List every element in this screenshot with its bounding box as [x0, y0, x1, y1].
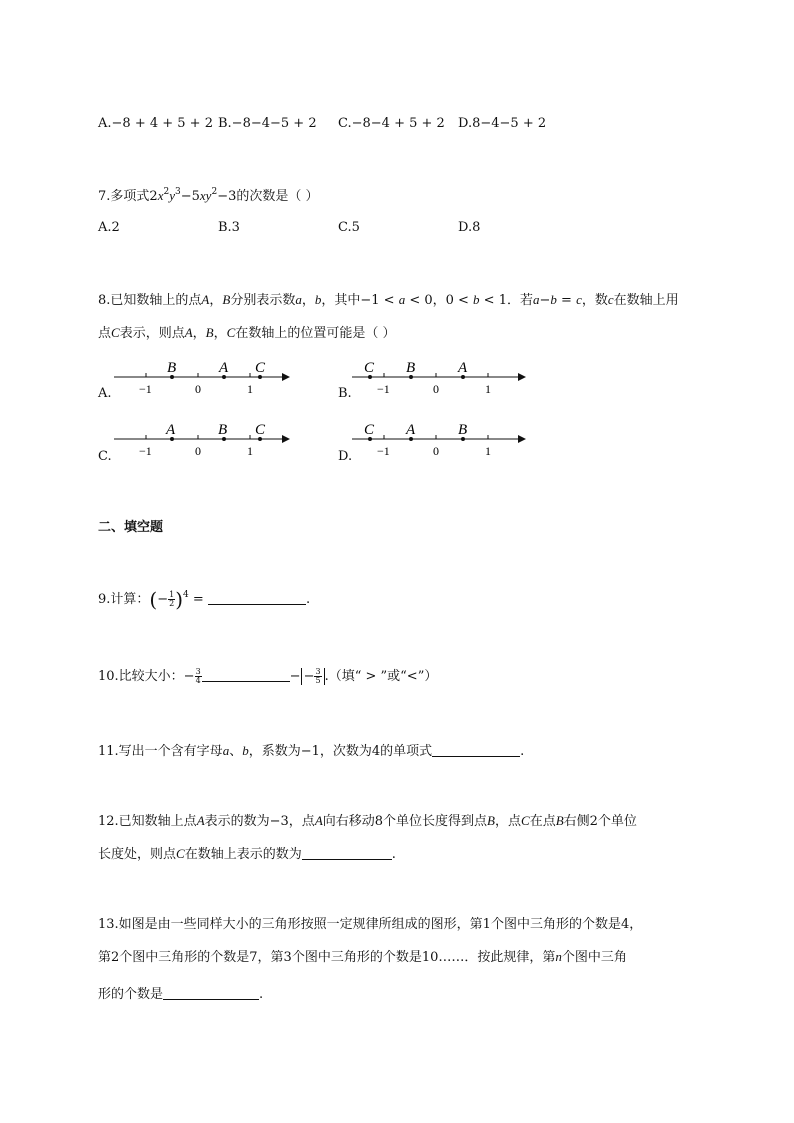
- tick-label: 1: [247, 382, 253, 396]
- q6-option-b: B.−8−4−5 + 2: [218, 116, 317, 131]
- q7-stem: 7.多项式$2x^2y^3-5xy^2-3$的次数是（ ）: [98, 187, 319, 204]
- q8-option-c-label: C.: [98, 449, 112, 464]
- q9-answer-blank[interactable]: [208, 591, 306, 605]
- tick-label: 0: [195, 444, 201, 458]
- q7-option-d: D.8: [458, 220, 481, 235]
- q7-option-c: C.5: [338, 220, 360, 235]
- q12-answer-blank[interactable]: [302, 846, 392, 860]
- q10-answer-blank[interactable]: [202, 668, 290, 682]
- tick-label: 0: [433, 382, 439, 396]
- q11-answer-blank[interactable]: [432, 743, 520, 757]
- q13-stem-line3: 形的个数是 .: [98, 987, 264, 1002]
- q6-option-a: A.−8 + 4 + 5 + 2: [98, 116, 213, 131]
- q8-option-d-numberline: [348, 418, 533, 462]
- section-heading: 二、填空题: [98, 520, 164, 535]
- point-B-label: B: [458, 422, 468, 438]
- q7-option-b: B.3: [218, 220, 240, 235]
- point-C-label: C: [255, 422, 266, 438]
- tick-label: 0: [433, 444, 439, 458]
- q11-stem: 11.写出一个含有字母a、b，系数为−1，次数为4的单项式 .: [98, 743, 525, 759]
- q9-stem: 9.计算：(− $\frac{1}{2}$ )$^4$ = .: [98, 587, 311, 612]
- q8-stem-line1: 8.已知数轴上的点A，B分别表示数a，b，其中−1 < a < 0，0 < b < 1．若a−b = c，数c在数轴上用: [98, 292, 679, 308]
- q6-option-d: D.8−4−5 + 2: [458, 116, 547, 131]
- tick-label: −1: [377, 382, 390, 396]
- point-A-label: A: [219, 360, 229, 376]
- q8-option-c-numberline: [110, 418, 295, 462]
- tick-label: 1: [485, 444, 491, 458]
- point-C-label: C: [255, 360, 266, 376]
- tick-label: −1: [139, 444, 152, 458]
- point-A-label: A: [166, 422, 176, 438]
- point-B-label: B: [218, 422, 228, 438]
- q6-option-c: C.−8−4 + 5 + 2: [338, 116, 445, 131]
- q8-option-a-label: A.: [98, 386, 112, 401]
- point-A-label: A: [406, 422, 416, 438]
- q8-option-b-label: B.: [338, 386, 352, 401]
- q7-option-a: A.2: [98, 220, 120, 235]
- q8-stem-line2: 点C表示，则点A，B，C在数轴上的位置可能是（ ）: [98, 325, 396, 341]
- point-C-label: C: [364, 360, 375, 376]
- tick-label: −1: [139, 382, 152, 396]
- q13-stem-line2: 第2个图中三角形的个数是7，第3个图中三角形的个数是10……．按此规律，第n个图中三角: [98, 949, 627, 965]
- point-B-label: B: [167, 360, 177, 376]
- tick-label: −1: [377, 444, 390, 458]
- tick-label: 0: [195, 382, 201, 396]
- q13-stem-line1: 13.如图是由一些同样大小的三角形按照一定规律所组成的图形，第1个图中三角形的个数是4，: [98, 917, 643, 932]
- q8-option-a-numberline: [110, 356, 295, 400]
- point-C-label: C: [364, 422, 375, 438]
- q12-stem-line1: 12.已知数轴上点A表示的数为−3，点A向右移动8个单位长度得到点B，点C在点B右侧2个单位: [98, 813, 637, 829]
- point-B-label: B: [406, 360, 416, 376]
- q8-option-b-numberline: [348, 356, 533, 400]
- q13-answer-blank[interactable]: [163, 986, 259, 1000]
- q10-stem: 10.比较大小：− $\frac{3}{4}$ − − $\frac{3}{5}$ .（填“ > ”或“<”）: [98, 667, 438, 685]
- point-A-label: A: [458, 360, 468, 376]
- tick-label: 1: [247, 444, 253, 458]
- tick-label: 1: [485, 382, 491, 396]
- q8-option-d-label: D.: [338, 449, 353, 464]
- q12-stem-line2: 长度处，则点C在数轴上表示的数为 .: [98, 846, 396, 862]
